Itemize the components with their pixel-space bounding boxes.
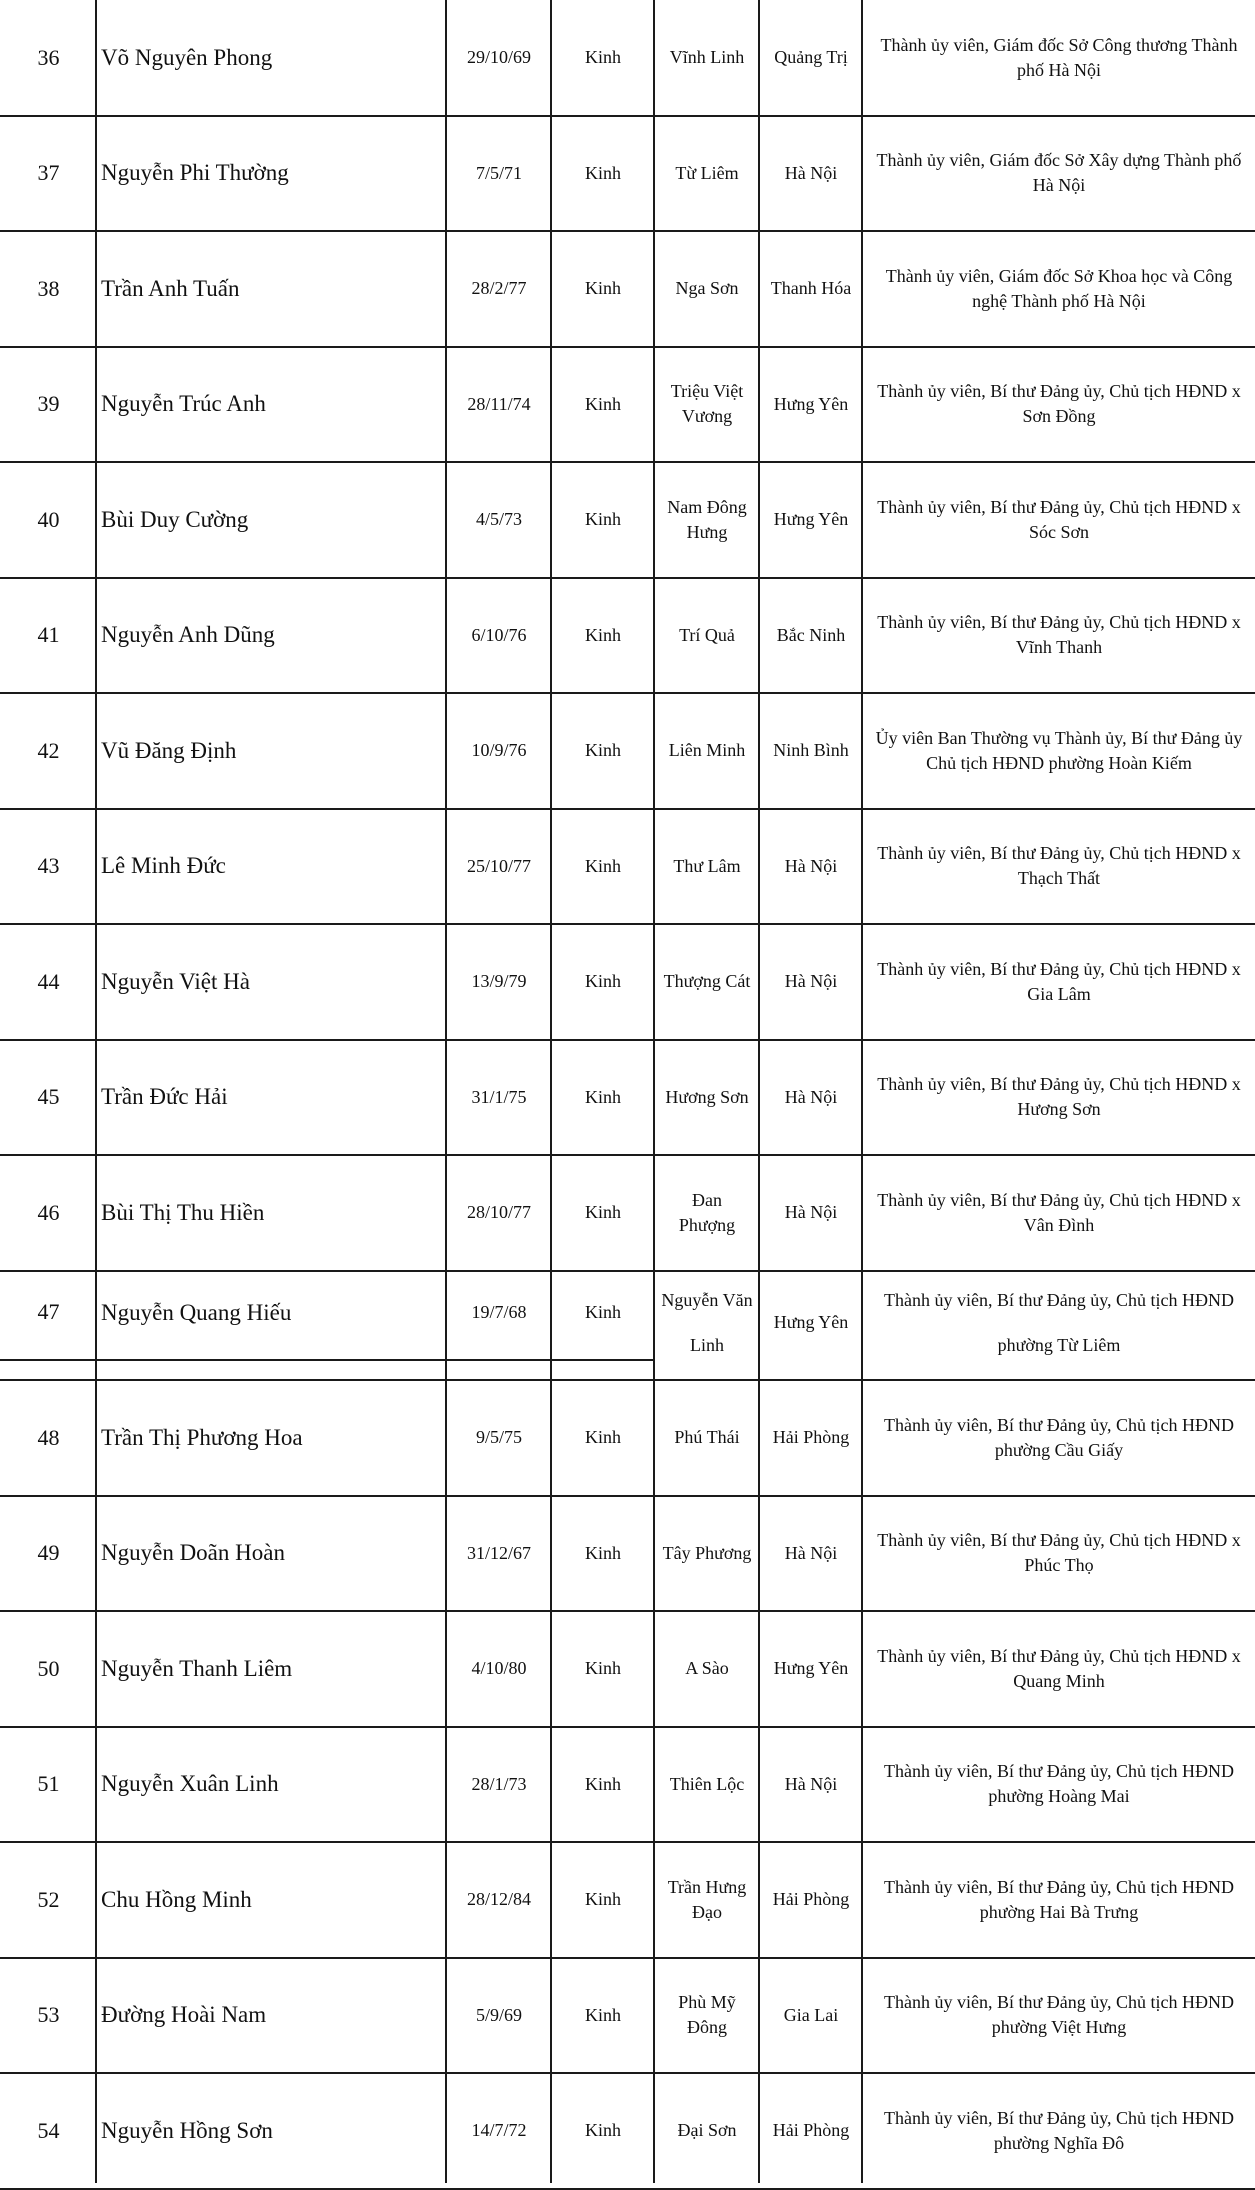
hometown-text: Triệu Việt Vương: [670, 381, 744, 427]
province-cell: [761, 2074, 861, 2188]
ethnicity-cell: [553, 1959, 653, 2073]
name-text: Chu Hồng Minh: [101, 1886, 252, 1912]
position-text: Thành ủy viên, Bí thư Đảng ủy, Chủ tịch HĐND x Vĩnh Thanh: [877, 612, 1241, 658]
position-text: Thành ủy viên, Bí thư Đảng ủy, Chủ tịch HĐND phường Cầu Giấy: [883, 1414, 1235, 1460]
ethnicity-text: Kinh: [585, 1086, 621, 1107]
column-divider: [653, 0, 655, 2183]
ethnicity-text: Kinh: [585, 971, 621, 992]
position-cell: [864, 1959, 1254, 2073]
province-text: Hà Nội: [784, 1086, 838, 1107]
province-text: Quảng Trị: [774, 47, 848, 68]
ethnicity-text: Kinh: [585, 393, 621, 414]
hometown-text: Thư Lâm: [673, 855, 741, 876]
hometown-text: A Sào: [685, 1658, 729, 1679]
stt-cell: [2, 348, 95, 462]
province-text: Hải Phòng: [772, 2120, 850, 2141]
hometown-cell: [656, 1728, 758, 1842]
stt-text: 44: [37, 968, 60, 994]
position-text: Thành ủy viên, Bí thư Đảng ủy, Chủ tịch HĐND x Quang Minh: [877, 1645, 1241, 1691]
dob-cell: [448, 1, 550, 115]
dob-cell: [448, 1728, 550, 1842]
province-text: Hà Nội: [784, 1202, 838, 1223]
province-cell: [761, 1266, 861, 1379]
name-text: Nguyễn Anh Dũng: [101, 622, 275, 648]
ethnicity-cell: [553, 925, 653, 1039]
name-cell: [98, 810, 445, 924]
stt-text: 38: [37, 275, 60, 301]
position-text: Thành ủy viên, Bí thư Đảng ủy, Chủ tịch HĐND x Thạch Thất: [877, 843, 1241, 889]
hometown-cell: [656, 694, 758, 808]
dob-cell: [448, 1959, 550, 2073]
dob-text: 25/10/77: [466, 855, 531, 876]
name-text: Trần Anh Tuấn: [101, 275, 240, 301]
province-cell: [761, 1381, 861, 1495]
stt-text: 50: [37, 1655, 60, 1681]
ethnicity-text: Kinh: [585, 855, 621, 876]
dob-text: 7/5/71: [475, 162, 522, 183]
dob-cell: [448, 2074, 550, 2188]
position-text: Thành ủy viên, Bí thư Đảng ủy, Chủ tịch HĐND x Vân Đình: [877, 1189, 1241, 1235]
row-divider: [0, 1359, 654, 1361]
ethnicity-text: Kinh: [585, 1658, 621, 1679]
column-divider: [550, 0, 552, 2183]
position-cell: [864, 348, 1254, 462]
name-cell: [98, 2074, 445, 2188]
hometown-text: Nam Đông Hưng: [667, 496, 747, 542]
dob-cell: [448, 694, 550, 808]
name-text: Trần Đức Hải: [101, 1084, 228, 1110]
ethnicity-cell: [553, 694, 653, 808]
dob-text: 19/7/68: [471, 1302, 527, 1323]
hometown-cell: [656, 117, 758, 231]
province-text: Hưng Yên: [773, 509, 849, 530]
stt-cell: [2, 1041, 95, 1155]
hometown-text: Từ Liêm: [675, 162, 739, 183]
hometown-cell: [656, 1041, 758, 1155]
position-cell: [864, 1041, 1254, 1155]
hometown-cell: [656, 1843, 758, 1957]
position-text: Thành ủy viên, Bí thư Đảng ủy, Chủ tịch HĐND x Phúc Thọ: [877, 1530, 1241, 1576]
stt-text: 52: [37, 1886, 60, 1912]
ethnicity-text: Kinh: [585, 2004, 621, 2025]
position-text: Thành ủy viên, Bí thư Đảng ủy, Chủ tịch HĐND x Hương Sơn: [877, 1074, 1241, 1120]
position-text: Thành ủy viên, Bí thư Đảng ủy, Chủ tịch HĐND phường Việt Hưng: [883, 1992, 1235, 2038]
name-text: Bùi Duy Cường: [101, 506, 249, 532]
province-text: Hà Nội: [784, 971, 838, 992]
province-text: Hà Nội: [784, 855, 838, 876]
name-text: Võ Nguyên Phong: [101, 44, 273, 70]
hometown-cell: [656, 579, 758, 693]
dob-text: 10/9/76: [471, 740, 527, 761]
province-cell: [761, 1041, 861, 1155]
hometown-cell: [656, 463, 758, 577]
name-cell: [98, 1156, 445, 1270]
stt-cell: [2, 1156, 95, 1270]
province-cell: [761, 810, 861, 924]
province-cell: [761, 348, 861, 462]
position-text: Thành ủy viên, Bí thư Đảng ủy, Chủ tịch HĐND x Gia Lâm: [877, 958, 1241, 1004]
province-cell: [761, 925, 861, 1039]
position-text: Thành ủy viên, Bí thư Đảng ủy, Chủ tịch HĐND phường Hai Bà Trưng: [883, 1876, 1235, 1922]
hometown-cell: [656, 1959, 758, 2073]
ethnicity-text: Kinh: [585, 2120, 621, 2141]
stt-cell: [2, 1843, 95, 1957]
dob-cell: [448, 1381, 550, 1495]
name-text: Bùi Thị Thu Hiền: [101, 1199, 265, 1225]
hometown-text: Trần Hưng Đạo: [667, 1876, 747, 1922]
stt-text: 54: [37, 2117, 60, 2143]
stt-text: 45: [37, 1084, 60, 1110]
dob-text: 31/12/67: [466, 1542, 531, 1563]
dob-cell: [448, 1497, 550, 1611]
name-text: Nguyễn Quang Hiếu: [101, 1299, 292, 1325]
name-cell: [98, 463, 445, 577]
name-text: Trần Thị Phương Hoa: [101, 1424, 303, 1450]
province-text: Hà Nội: [784, 1542, 838, 1563]
stt-text: 39: [37, 391, 60, 417]
hometown-text: Thiên Lộc: [669, 1773, 745, 1794]
ethnicity-text: Kinh: [585, 47, 621, 68]
ethnicity-text: Kinh: [585, 1773, 621, 1794]
hometown-text: Đại Sơn: [677, 2120, 737, 2141]
ethnicity-cell: [553, 1, 653, 115]
stt-cell: [2, 1959, 95, 2073]
stt-text: 40: [37, 506, 60, 532]
stt-text: 41: [37, 622, 60, 648]
dob-text: 31/1/75: [471, 1086, 527, 1107]
column-divider: [445, 0, 447, 2183]
position-cell: [864, 117, 1254, 231]
name-cell: [98, 694, 445, 808]
position-text: Thành ủy viên, Giám đốc Sở Xây dựng Thành phố Hà Nội: [876, 150, 1242, 196]
ethnicity-cell: [553, 1041, 653, 1155]
stt-cell: [2, 694, 95, 808]
position-text: Thành ủy viên, Bí thư Đảng ủy, Chủ tịch HĐND phường Nghĩa Đô: [883, 2107, 1235, 2153]
name-cell: [98, 1381, 445, 1495]
ethnicity-text: Kinh: [585, 624, 621, 645]
ethnicity-cell: [553, 348, 653, 462]
ethnicity-text: Kinh: [585, 1427, 621, 1448]
hometown-text: Nguyễn Văn Linh: [661, 1289, 753, 1355]
province-text: Gia Lai: [783, 2004, 839, 2025]
province-text: Hưng Yên: [773, 393, 849, 414]
name-cell: [98, 1959, 445, 2073]
ethnicity-text: Kinh: [585, 1542, 621, 1563]
stt-cell: [2, 2074, 95, 2188]
stt-text: 49: [37, 1540, 60, 1566]
name-cell: [98, 232, 445, 346]
stt-text: 46: [37, 1199, 60, 1225]
dob-text: 6/10/76: [471, 624, 527, 645]
ethnicity-cell: [553, 1156, 653, 1270]
name-cell: [98, 1497, 445, 1611]
hometown-cell: [656, 1612, 758, 1726]
stt-cell: [2, 1266, 95, 1359]
dob-text: 28/10/77: [466, 1202, 531, 1223]
province-cell: [761, 232, 861, 346]
stt-cell: [2, 463, 95, 577]
position-cell: [864, 1843, 1254, 1957]
position-cell: [864, 1, 1254, 115]
ethnicity-cell: [553, 1497, 653, 1611]
name-text: Lê Minh Đức: [101, 853, 226, 879]
stt-cell: [2, 1612, 95, 1726]
hometown-text: Vĩnh Linh: [669, 47, 745, 68]
dob-text: 14/7/72: [471, 2120, 527, 2141]
province-text: Hưng Yên: [773, 1312, 849, 1333]
stt-text: 43: [37, 853, 60, 879]
name-cell: [98, 579, 445, 693]
province-cell: [761, 1497, 861, 1611]
hometown-cell: [656, 2074, 758, 2188]
hometown-text: Nga Sơn: [675, 278, 739, 299]
position-cell: [864, 925, 1254, 1039]
hometown-text: Phú Thái: [674, 1427, 740, 1448]
position-cell: [864, 2074, 1254, 2188]
ethnicity-text: Kinh: [585, 740, 621, 761]
position-cell: [864, 1497, 1254, 1611]
column-divider: [95, 0, 97, 2183]
stt-text: 51: [37, 1771, 60, 1797]
position-cell: [864, 810, 1254, 924]
province-text: Hải Phòng: [772, 1889, 850, 1910]
province-text: Ninh Bình: [773, 740, 849, 761]
ethnicity-text: Kinh: [585, 1202, 621, 1223]
hometown-cell: [656, 1, 758, 115]
province-text: Thanh Hóa: [770, 278, 852, 299]
ethnicity-cell: [553, 232, 653, 346]
hometown-cell: [656, 925, 758, 1039]
name-cell: [98, 1, 445, 115]
stt-text: 36: [37, 44, 60, 70]
name-cell: [98, 117, 445, 231]
hometown-text: Đan Phượng: [678, 1189, 736, 1235]
position-cell: [864, 1728, 1254, 1842]
hometown-cell: [656, 232, 758, 346]
ethnicity-cell: [553, 463, 653, 577]
name-text: Nguyễn Thanh Liêm: [101, 1655, 293, 1681]
name-text: Đường Hoài Nam: [101, 2002, 267, 2028]
position-text: Thành ủy viên, Bí thư Đảng ủy, Chủ tịch HĐND x Sơn Đồng: [877, 381, 1241, 427]
name-text: Nguyễn Xuân Linh: [101, 1771, 279, 1797]
dob-text: 28/12/84: [466, 1889, 531, 1910]
position-text: Thành ủy viên, Bí thư Đảng ủy, Chủ tịch HĐND phường Từ Liêm: [883, 1289, 1235, 1355]
position-text: Thành ủy viên, Giám đốc Sở Khoa học và Công nghệ Thành phố Hà Nội: [885, 265, 1233, 311]
column-divider: [861, 0, 863, 2183]
name-cell: [98, 925, 445, 1039]
dob-cell: [448, 925, 550, 1039]
dob-cell: [448, 1156, 550, 1270]
position-text: Ủy viên Ban Thường vụ Thành ủy, Bí thư Đảng ủy Chủ tịch HĐND phường Hoàn Kiếm: [875, 727, 1243, 773]
stt-text: 48: [37, 1424, 60, 1450]
dob-cell: [448, 117, 550, 231]
stt-cell: [2, 579, 95, 693]
position-cell: [864, 1381, 1254, 1495]
stt-text: 47: [37, 1299, 60, 1325]
position-cell: [864, 1612, 1254, 1726]
position-cell: [864, 1156, 1254, 1270]
dob-text: 13/9/79: [471, 971, 527, 992]
dob-cell: [448, 1041, 550, 1155]
dob-text: 4/5/73: [475, 509, 522, 530]
position-cell: [864, 232, 1254, 346]
position-text: Thành ủy viên, Bí thư Đảng ủy, Chủ tịch HĐND x Sóc Sơn: [877, 496, 1241, 542]
dob-text: 5/9/69: [475, 2004, 522, 2025]
hometown-cell: [656, 1266, 758, 1379]
province-text: Hà Nội: [784, 162, 838, 183]
hometown-text: Phù Mỹ Đông: [678, 1992, 736, 2038]
hometown-text: Tây Phương: [662, 1542, 752, 1563]
dob-cell: [448, 348, 550, 462]
position-cell: [864, 579, 1254, 693]
ethnicity-text: Kinh: [585, 1302, 621, 1323]
province-text: Hải Phòng: [772, 1427, 850, 1448]
dob-cell: [448, 1266, 550, 1359]
province-cell: [761, 463, 861, 577]
name-text: Vũ Đăng Định: [101, 737, 237, 763]
stt-cell: [2, 925, 95, 1039]
hometown-cell: [656, 1381, 758, 1495]
hometown-cell: [656, 810, 758, 924]
stt-text: 53: [37, 2002, 60, 2028]
position-cell: [864, 463, 1254, 577]
position-cell: [864, 1266, 1254, 1379]
ethnicity-cell: [553, 1381, 653, 1495]
stt-text: 42: [37, 737, 60, 763]
stt-cell: [2, 1, 95, 115]
dob-cell: [448, 1843, 550, 1957]
dob-text: 28/2/77: [471, 278, 527, 299]
ethnicity-text: Kinh: [585, 509, 621, 530]
position-text: Thành ủy viên, Bí thư Đảng ủy, Chủ tịch HĐND phường Hoàng Mai: [883, 1761, 1235, 1807]
dob-cell: [448, 1612, 550, 1726]
hometown-cell: [656, 1497, 758, 1611]
name-cell: [98, 1728, 445, 1842]
ethnicity-text: Kinh: [585, 278, 621, 299]
hometown-cell: [656, 348, 758, 462]
dob-cell: [448, 232, 550, 346]
name-cell: [98, 1843, 445, 1957]
province-text: Hưng Yên: [773, 1658, 849, 1679]
hometown-text: Thượng Cát: [663, 971, 751, 992]
stt-cell: [2, 232, 95, 346]
position-cell: [864, 694, 1254, 808]
stt-text: 37: [37, 160, 60, 186]
stt-cell: [2, 117, 95, 231]
province-cell: [761, 1959, 861, 2073]
ethnicity-cell: [553, 810, 653, 924]
stt-cell: [2, 1497, 95, 1611]
name-cell: [98, 1266, 445, 1359]
dob-text: 28/11/74: [467, 393, 531, 414]
hometown-text: Hương Sơn: [665, 1086, 749, 1107]
name-text: Nguyễn Doãn Hoàn: [101, 1540, 285, 1566]
ethnicity-cell: [553, 117, 653, 231]
name-cell: [98, 348, 445, 462]
dob-text: 28/1/73: [471, 1773, 527, 1794]
province-cell: [761, 694, 861, 808]
province-cell: [761, 1156, 861, 1270]
dob-text: 4/10/80: [471, 1658, 527, 1679]
dob-text: 9/5/75: [475, 1427, 522, 1448]
name-text: Nguyễn Phi Thường: [101, 160, 289, 186]
province-text: Bắc Ninh: [776, 624, 846, 645]
hometown-text: Trí Quả: [679, 624, 735, 645]
name-text: Nguyễn Trúc Anh: [101, 391, 266, 417]
column-divider: [758, 0, 760, 2183]
province-cell: [761, 117, 861, 231]
hometown-cell: [656, 1156, 758, 1270]
province-cell: [761, 579, 861, 693]
name-text: Nguyễn Việt Hà: [101, 968, 250, 994]
ethnicity-cell: [553, 1266, 653, 1359]
stt-cell: [2, 810, 95, 924]
province-cell: [761, 1843, 861, 1957]
stt-cell: [2, 1381, 95, 1495]
name-text: Nguyễn Hồng Sơn: [101, 2117, 273, 2143]
dob-cell: [448, 463, 550, 577]
ethnicity-cell: [553, 579, 653, 693]
hometown-text: Liên Minh: [668, 740, 746, 761]
dob-cell: [448, 810, 550, 924]
province-text: Hà Nội: [784, 1773, 838, 1794]
province-cell: [761, 1, 861, 115]
name-cell: [98, 1041, 445, 1155]
ethnicity-cell: [553, 1728, 653, 1842]
province-cell: [761, 1612, 861, 1726]
stt-cell: [2, 1728, 95, 1842]
ethnicity-text: Kinh: [585, 162, 621, 183]
dob-cell: [448, 579, 550, 693]
name-cell: [98, 1612, 445, 1726]
province-cell: [761, 1728, 861, 1842]
ethnicity-cell: [553, 1612, 653, 1726]
ethnicity-text: Kinh: [585, 1889, 621, 1910]
ethnicity-cell: [553, 2074, 653, 2188]
ethnicity-cell: [553, 1843, 653, 1957]
dob-text: 29/10/69: [466, 47, 531, 68]
position-text: Thành ủy viên, Giám đốc Sở Công thương Thành phố Hà Nội: [880, 34, 1238, 80]
